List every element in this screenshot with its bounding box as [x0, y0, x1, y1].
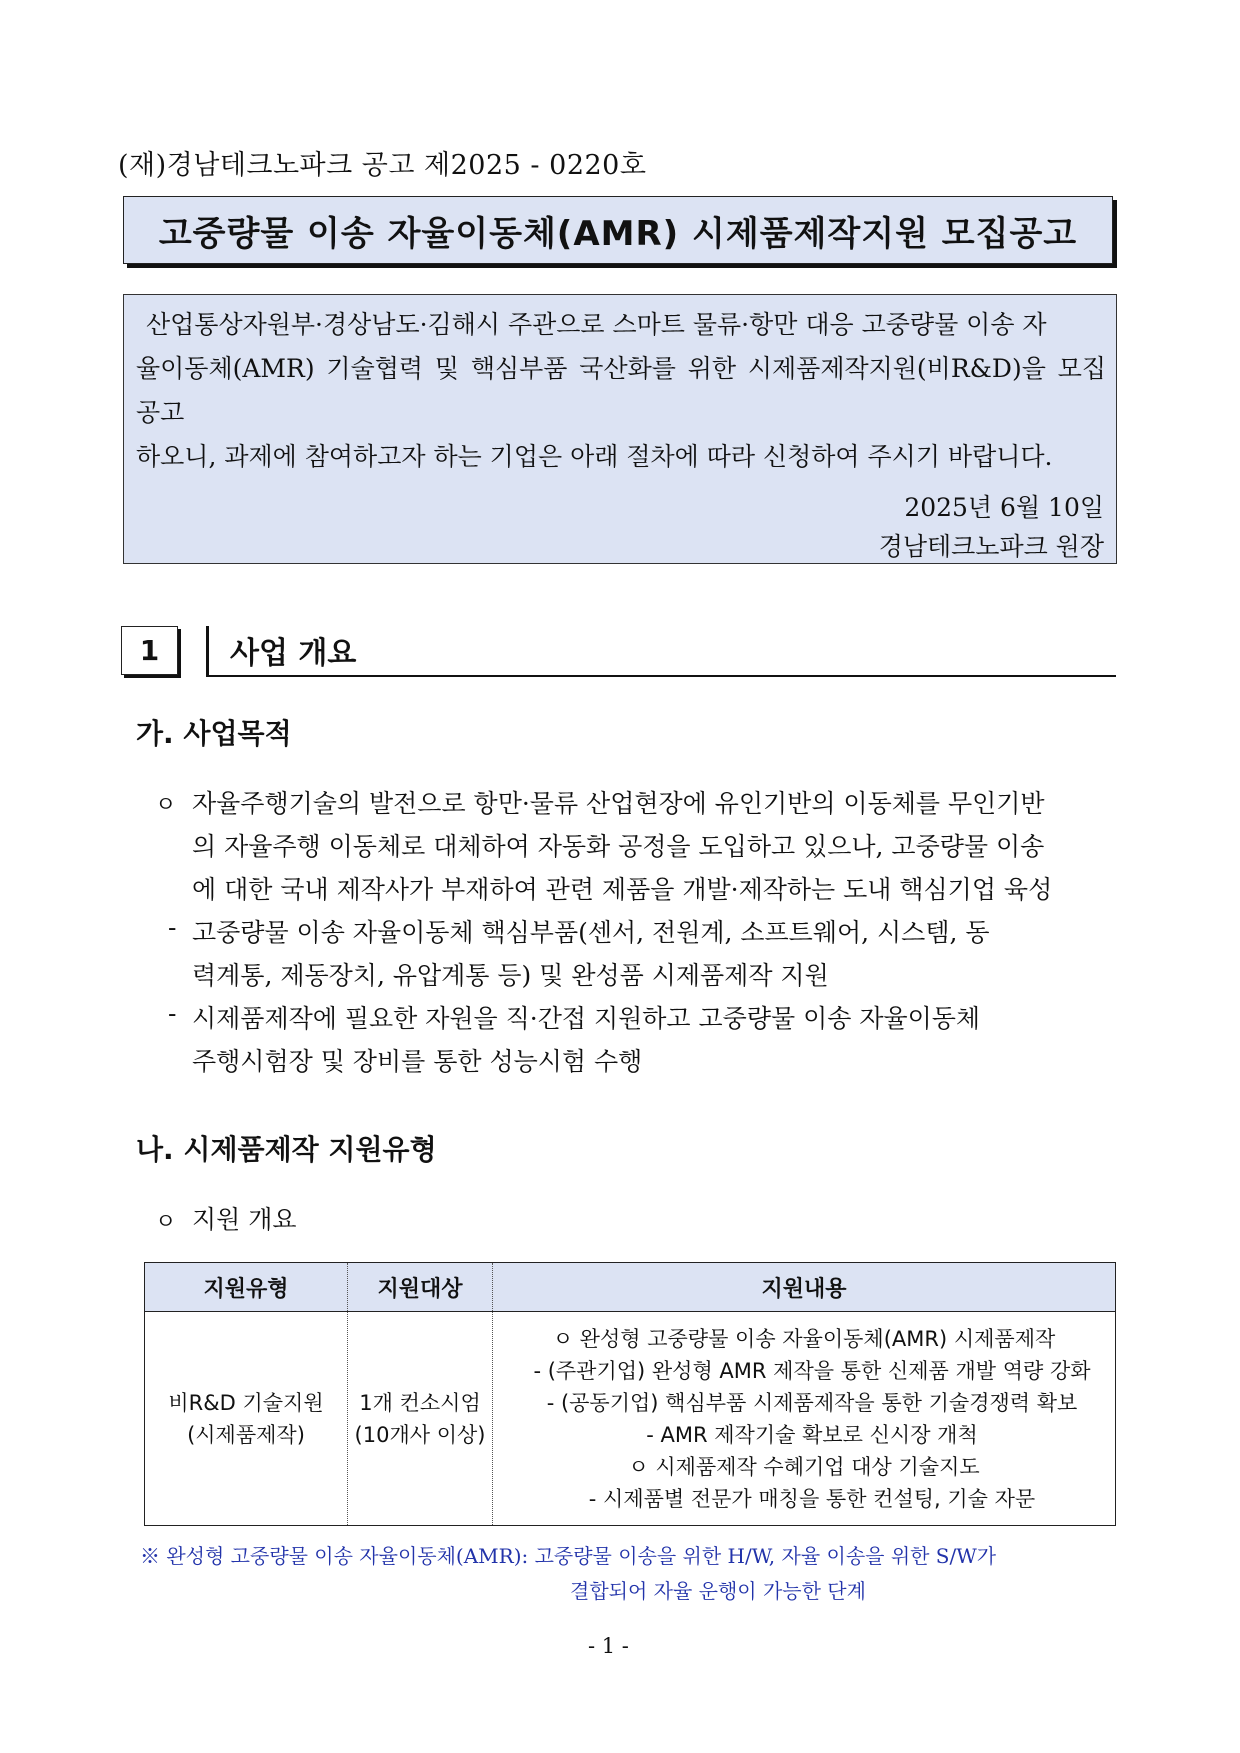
intro-signature: 경남테크노파크 원장	[878, 532, 1104, 561]
section-title: 사업 개요	[230, 636, 357, 671]
section-number: 1	[121, 626, 178, 675]
table-header-row	[145, 1263, 1116, 1312]
bullet-mark: ㅇ	[155, 793, 177, 818]
support-content-cell	[493, 1312, 1116, 1526]
dash-mark: -	[168, 999, 177, 1028]
table-header: 지원내용	[493, 1263, 1116, 1312]
content-line: ㅇ 시제품제작 수혜기업 대상 기술지도	[628, 1454, 980, 1479]
table-header: 지원유형	[145, 1263, 348, 1312]
content-line: - (주관기업) 완성형 AMR 제작을 통한 신제품 개발 역량 강화	[533, 1358, 1091, 1383]
support-type-cell	[145, 1312, 348, 1526]
content-line: - (공동기업) 핵심부품 시제품제작을 통한 기술경쟁력 확보	[546, 1390, 1078, 1415]
footnote-line: 결합되어 자율 운행이 가능한 단계	[570, 1579, 866, 1603]
intro-line: 산업통상자원부·경상남도·김해시 주관으로 스마트 물류·항만 대응 고중량물 이송 자	[146, 310, 1047, 339]
support-type-heading: 나. 시제품제작 지원유형	[136, 1133, 437, 1166]
section-underline	[206, 675, 1116, 677]
notice-number: (재)경남테크노파크 공고 제2025 - 0220호	[118, 150, 647, 181]
dash-mark: -	[168, 913, 177, 942]
content-line: - AMR 제작기술 확보로 신시장 개척	[646, 1422, 978, 1447]
cell-line: (10개사 이상)	[354, 1422, 486, 1447]
page-number: - 1 -	[588, 1634, 629, 1658]
bullet-mark: ㅇ	[155, 1210, 177, 1235]
content-line: - 시제품별 전문가 매칭을 통한 컨설팅, 기술 자문	[588, 1486, 1036, 1511]
purpose-sub-line: 고중량물 이송 자율이동체 핵심부품(센서, 전원계, 소프트웨어, 시스템, 동	[192, 918, 990, 947]
table-header: 지원대상	[348, 1263, 493, 1312]
purpose-main-line: 에 대한 국내 제작사가 부재하여 관련 제품을 개발·제작하는 도내 핵심기업 육성	[192, 875, 1053, 904]
content-line: ㅇ 완성형 고중량물 이송 자율이동체(AMR) 시제품제작	[552, 1326, 1056, 1351]
intro-text	[136, 303, 1106, 479]
cell-line: (시제품제작)	[187, 1422, 305, 1447]
section-divider	[206, 626, 209, 676]
cell-line: 1개 컨소시엄	[359, 1390, 481, 1415]
purpose-heading: 가. 사업목적	[136, 717, 292, 750]
table-row	[145, 1312, 1116, 1526]
intro-line: 하오니, 과제에 참여하고자 하는 기업은 아래 절차에 따라 신청하여 주시기 바랍니다.	[136, 442, 1053, 471]
footnote-line: ※ 완성형 고중량물 이송 자율이동체(AMR): 고중량물 이송을 위한 H/W, 자율 이송을 위한 S/W가	[140, 1544, 997, 1568]
purpose-sub-line: 주행시험장 및 장비를 통한 성능시험 수행	[192, 1047, 643, 1076]
intro-line: 율이동체(AMR) 기술협력 및 핵심부품 국산화를 위한 시제품제작지원(비R&D)을 모집 공고	[136, 354, 1106, 427]
intro-date: 2025년 6월 10일	[904, 493, 1104, 522]
purpose-sub-line: 력계통, 제동장치, 유압계통 등) 및 완성품 시제품제작 지원	[192, 961, 829, 990]
support-target-cell	[348, 1312, 493, 1526]
page-title: 고중량물 이송 자율이동체(AMR) 시제품제작지원 모집공고	[158, 213, 1078, 254]
title-box	[123, 196, 1113, 264]
purpose-sub-line: 시제품제작에 필요한 자원을 직·간접 지원하고 고중량물 이송 자율이동체	[192, 1004, 981, 1033]
intro-box	[123, 294, 1117, 564]
cell-line: 비R&D 기술지원	[168, 1390, 324, 1415]
support-table	[144, 1262, 1116, 1526]
purpose-main-line: 자율주행기술의 발전으로 항만·물류 산업현장에 유인기반의 이동체를 무인기반	[192, 789, 1045, 818]
support-overview-label: 지원 개요	[192, 1205, 297, 1234]
purpose-main-line: 의 자율주행 이동체로 대체하여 자동화 공정을 도입하고 있으나, 고중량물 이송	[192, 832, 1045, 861]
